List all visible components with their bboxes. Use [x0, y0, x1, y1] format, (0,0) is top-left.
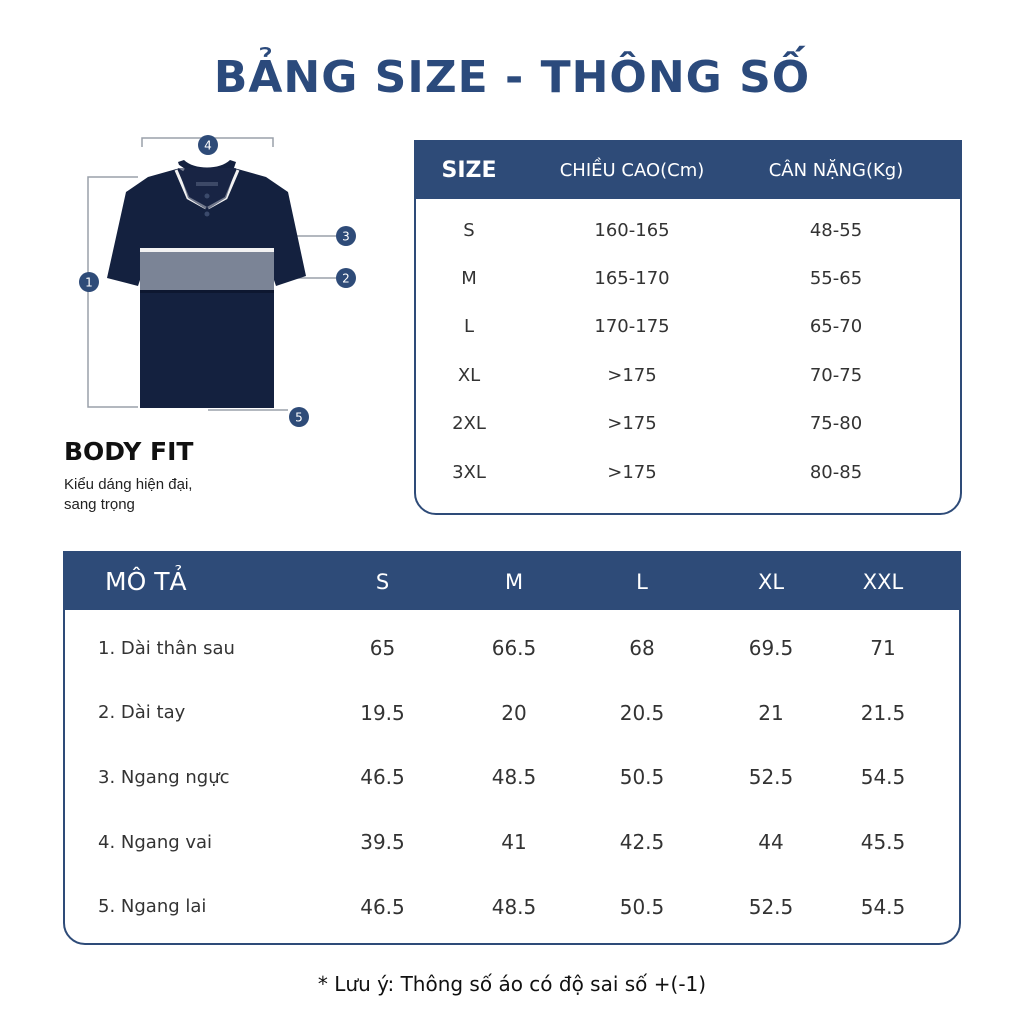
cell-value: 52.5 — [748, 765, 794, 790]
header-description: MÔ TẢ — [105, 567, 187, 596]
cell-value: 48.5 — [491, 894, 537, 919]
footnote: * Lưu ý: Thông số áo có độ sai số +(-1) — [317, 972, 707, 996]
size-table-body — [416, 199, 960, 496]
marker-4 — [198, 135, 218, 155]
cell-weight: 70-75 — [809, 364, 863, 386]
cell-height: >175 — [607, 364, 657, 386]
cell-value: 46.5 — [360, 765, 405, 790]
table-row — [65, 616, 959, 681]
svg-text:1: 1 — [85, 275, 93, 290]
fit-desc-line-2: sang trọng — [64, 496, 135, 513]
table-row — [416, 303, 960, 351]
cell-size: 3XL — [452, 461, 486, 483]
cell-size: L — [463, 316, 475, 338]
header-xxl: XXL — [862, 569, 904, 594]
svg-text:5: 5 — [295, 410, 303, 425]
cell-size: 2XL — [452, 413, 486, 435]
measurement-table-body — [65, 610, 959, 939]
cell-value: 66.5 — [491, 636, 537, 661]
cell-weight: 80-85 — [809, 461, 863, 483]
cell-value: 71 — [870, 636, 896, 661]
cell-value: 46.5 — [360, 894, 405, 919]
cell-size: XL — [457, 364, 481, 386]
header-s: S — [375, 569, 390, 594]
cell-size: S — [463, 219, 475, 241]
cell-height: 160-165 — [594, 219, 670, 241]
size-table-header — [416, 142, 960, 199]
cell-value: 41 — [501, 830, 527, 855]
cell-value: 42.5 — [619, 830, 665, 855]
cell-value: 39.5 — [360, 830, 405, 855]
cell-value: 50.5 — [619, 765, 665, 790]
fit-description — [64, 475, 264, 515]
header-size: SIZE — [441, 158, 497, 183]
measurement-table-header — [65, 553, 959, 610]
cell-value: 20.5 — [619, 700, 665, 725]
svg-text:3: 3 — [342, 229, 350, 244]
shirt-stripe — [140, 252, 274, 290]
cell-value: 52.5 — [748, 894, 794, 919]
cell-weight: 75-80 — [809, 413, 863, 435]
header-l: L — [636, 569, 648, 594]
row-label: 5. Ngang lai — [98, 896, 207, 918]
header-weight: CÂN NẶNG(Kg) — [768, 160, 904, 181]
polo-shirt-illustration — [60, 130, 380, 430]
table-row — [416, 206, 960, 254]
svg-text:2: 2 — [342, 271, 350, 286]
cell-height: 170-175 — [594, 316, 670, 338]
cell-value: 44 — [758, 830, 784, 855]
cell-weight: 48-55 — [809, 219, 863, 241]
cell-weight: 55-65 — [809, 268, 863, 290]
svg-text:4: 4 — [204, 138, 212, 153]
marker-3 — [336, 226, 356, 246]
cell-value: 50.5 — [619, 894, 665, 919]
marker-2 — [336, 268, 356, 288]
marker-5 — [289, 407, 309, 427]
header-xl: XL — [757, 569, 785, 594]
header-m: M — [504, 569, 524, 594]
cell-height: >175 — [607, 461, 657, 483]
cell-value: 65 — [369, 636, 396, 661]
cell-value: 69.5 — [748, 636, 794, 661]
table-row — [65, 681, 959, 746]
table-row — [65, 745, 959, 810]
marker-1 — [79, 272, 99, 292]
size-table — [414, 140, 962, 515]
cell-height: 165-170 — [594, 268, 670, 290]
cell-value: 21.5 — [860, 700, 906, 725]
cell-size: M — [461, 268, 477, 290]
table-row — [416, 448, 960, 496]
page-title: BẢNG SIZE - THÔNG SỐ — [213, 52, 811, 103]
cell-value: 45.5 — [860, 830, 906, 855]
row-label: 4. Ngang vai — [98, 831, 213, 853]
cell-height: >175 — [607, 413, 657, 435]
table-row — [416, 351, 960, 399]
fit-title: BODY FIT — [64, 437, 194, 466]
row-label: 3. Ngang ngực — [98, 766, 230, 788]
cell-value: 68 — [629, 636, 655, 661]
shirt-diagram — [60, 130, 380, 430]
measurement-table — [63, 551, 961, 945]
table-row — [65, 810, 959, 875]
cell-value: 21 — [758, 700, 784, 725]
cell-value: 19.5 — [360, 700, 405, 725]
header-height: CHIỀU CAO(Cm) — [559, 160, 705, 181]
cell-value: 54.5 — [860, 765, 906, 790]
cell-weight: 65-70 — [809, 316, 863, 338]
fit-desc-line-1: Kiểu dáng hiện đại, — [64, 476, 193, 493]
cell-value: 48.5 — [491, 765, 537, 790]
table-row — [416, 400, 960, 448]
cell-value: 54.5 — [860, 894, 906, 919]
row-label: 1. Dài thân sau — [98, 637, 235, 659]
table-row — [65, 874, 959, 939]
cell-value: 20 — [501, 700, 527, 725]
shirt-stripe-top — [140, 248, 274, 252]
row-label: 2. Dài tay — [98, 702, 186, 724]
table-row — [416, 254, 960, 302]
